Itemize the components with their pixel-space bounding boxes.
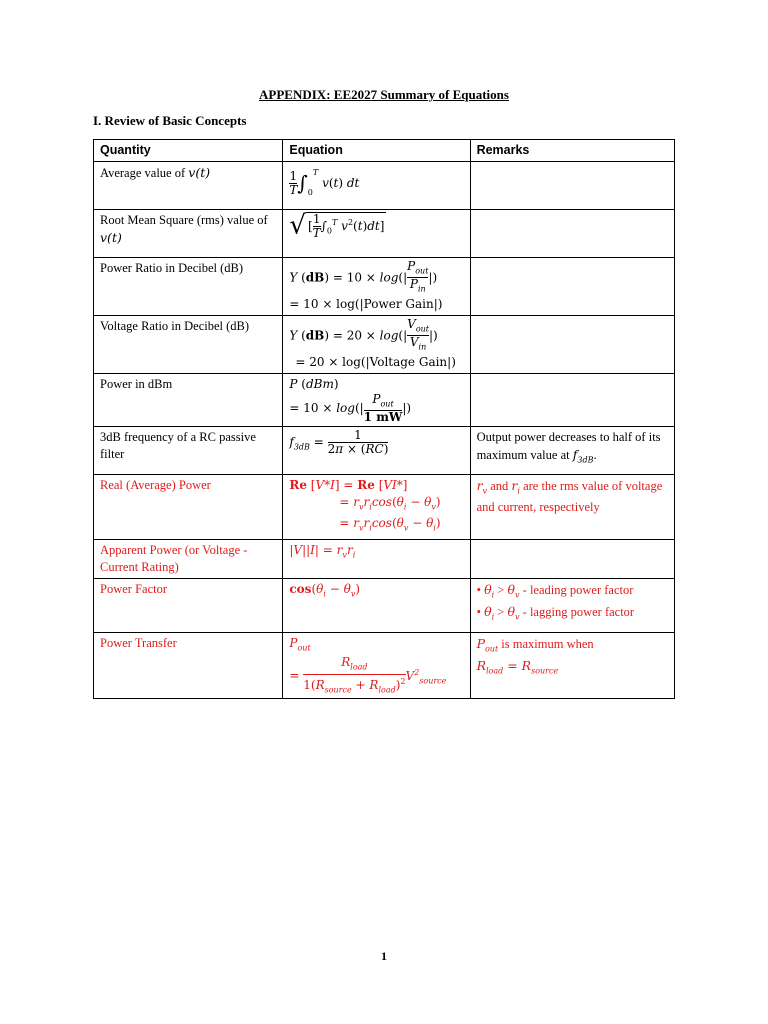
remark-cell: Output power decreases to half of its maximum value at $f_{3dB}$. — [470, 426, 674, 474]
section-heading: I. Review of Basic Concepts — [93, 113, 247, 128]
table-row — [94, 474, 675, 539]
table-row — [94, 210, 675, 258]
quantity-cell: Root Mean Square (rms) value of v(t) — [94, 210, 283, 258]
page-title: APPENDIX: EE2027 Summary of Equations — [259, 87, 509, 102]
remark-cell: • $\theta_i > \theta_v$ - leading power factor • $\theta_i > \theta_v$ - lagging power factor — [470, 578, 674, 632]
remark-cell: $r_v$ and $r_i$ are the rms value of voltage and current, respectively — [470, 474, 674, 539]
header-remarks: Remarks — [470, 140, 674, 162]
table-row — [94, 539, 675, 578]
page-number: 1 — [381, 949, 387, 963]
equation-cell: $|V||I| = r_vr_i$ — [283, 539, 470, 578]
equation-cell: Re [V*I] = Re [VI*] = $r_vr_i\cos(\theta_i - \theta_v)$ = $r_vr_i\cos(\theta_v - \theta_i)$ — [283, 474, 470, 539]
quantity-cell: Apparent Power (or Voltage - Current Rating) — [94, 539, 283, 578]
equation-cell: $f_{3dB}$ = $\frac{1}{2\pi \times (RC)}$ — [283, 426, 470, 474]
quantity-cell: 3dB frequency of a RC passive filter — [94, 426, 283, 474]
remark-cell: $P_{out}$ is maximum when $R_{load} = R_{source}$ — [470, 632, 674, 698]
equations-table — [93, 139, 675, 699]
remark-cell — [470, 210, 674, 258]
remark-cell — [470, 315, 674, 373]
quantity-cell: Power Ratio in Decibel (dB) — [94, 258, 283, 316]
equation-cell: $\frac{1}{T}$ $\int_0^T$ v(t) dt — [283, 162, 470, 210]
table-row — [94, 373, 675, 426]
quantity-cell: Power Factor — [94, 578, 283, 632]
quantity-cell: Real (Average) Power — [94, 474, 283, 539]
header-equation: Equation — [283, 140, 470, 162]
remark-cell — [470, 539, 674, 578]
quantity-cell: Average value of v(t) — [94, 162, 283, 210]
header-quantity: Quantity — [94, 140, 283, 162]
table-row — [94, 258, 675, 316]
table-header-row — [94, 140, 675, 162]
table-row — [94, 315, 675, 373]
table-row — [94, 632, 675, 698]
remark-cell — [470, 373, 674, 426]
quantity-cell: Power Transfer — [94, 632, 283, 698]
remark-cell — [470, 162, 674, 210]
equation-cell: $\cos(\theta_i - \theta_v)$ — [283, 578, 470, 632]
equation-cell: Y (dB) = 20 × log(| $\frac{V_{out}}{V_{in}}$ |) = 20 × log(|Voltage Gain|) — [283, 315, 470, 373]
equation-cell: √ [ $\frac{1}{T}$ $\int_0^T$ $v^2(t)dt$] — [283, 210, 470, 258]
equation-cell: $P_{out}$ = $\frac{R_{load}}{1(R_{source} + R_{load})^2}$ $V^2_{source}$ — [283, 632, 470, 698]
table-row — [94, 162, 675, 210]
quantity-cell: Voltage Ratio in Decibel (dB) — [94, 315, 283, 373]
quantity-cell: Power in dBm — [94, 373, 283, 426]
equation-cell: Y (dB) = 10 × log(| $\frac{P_{out}}{P_{in}}$ |) = 10 × log(|Power Gain|) — [283, 258, 470, 316]
table-row — [94, 578, 675, 632]
table-row — [94, 426, 675, 474]
remark-cell — [470, 258, 674, 316]
equation-cell: P (dBm) = 10 × log(| $\frac{P_{out}}{1 mW}$ |) — [283, 373, 470, 426]
